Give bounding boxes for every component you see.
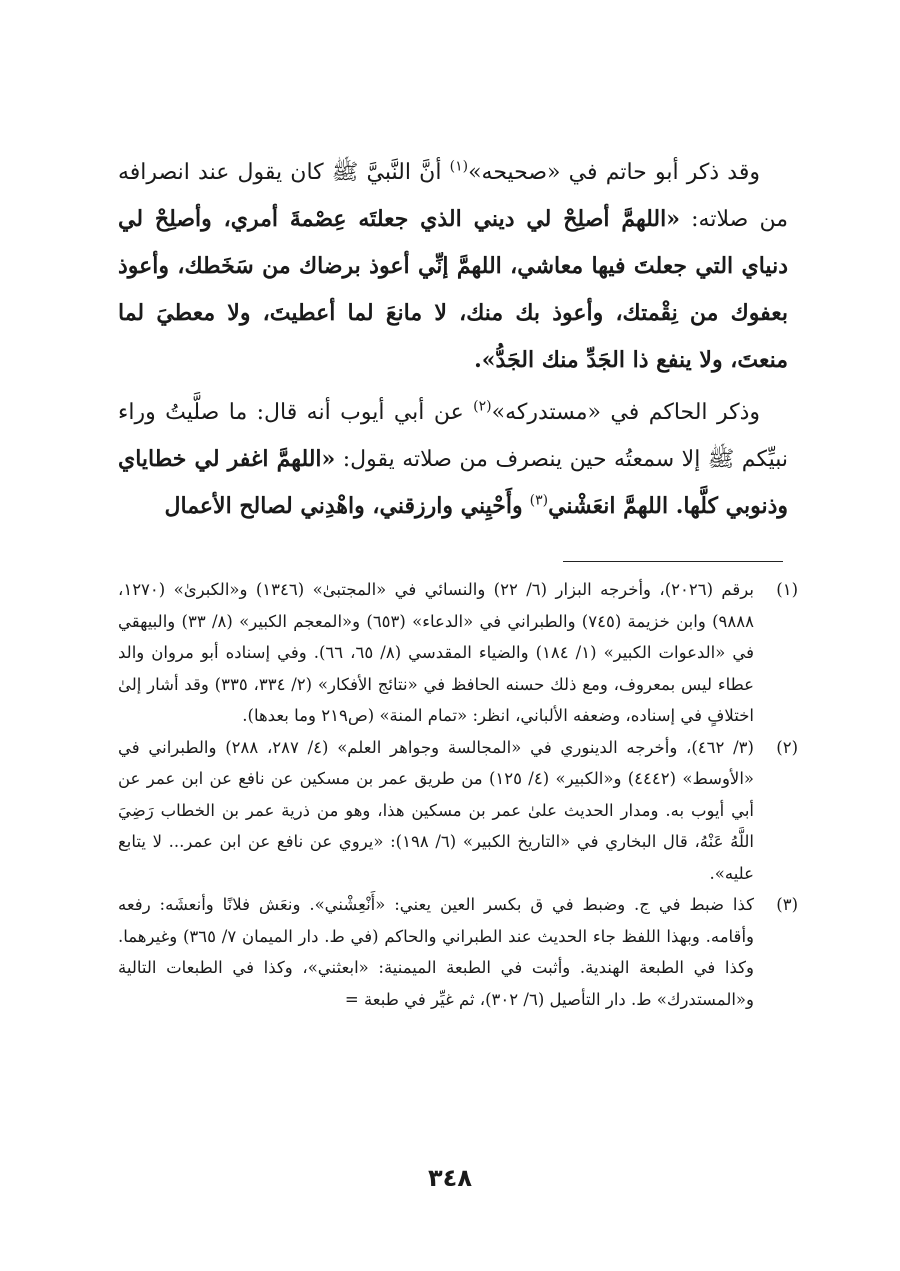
footnote-ref-2: (٢) bbox=[473, 398, 492, 415]
footnote-3 bbox=[118, 889, 798, 1015]
footnote-2 bbox=[118, 732, 798, 890]
footnotes bbox=[118, 574, 798, 1015]
paragraph-2-mid: عن أبي أيوب أنه قال: ما صلَّيتُ وراء نبيِّكم ﷺ إلا سمعتُه حين ينصرف من صلاته يقول: bbox=[118, 400, 788, 472]
footnote-text: (٣/ ٤٦٢)، وأخرجه الدينوري في «المجالسة وجواهر العلم» (٤/ ٢٨٧، ٢٨٨) والطبراني في «الأوسط» (٤٤٤٢) و«الكبير» (٤/ ١٢٥) من طريق عمر بن مسكين عن نافع عن ابن عمر عن أبي أيوب به. ومدار الحديث علىٰ عمر بن مسكين هذا، وهو من ذرية عمر بن الخطاب رَضِيَ اللَّهُ عَنْهُ، قال البخاري في «التاريخ الكبير» (٦/ ١٩٨): «يروي عن نافع عن ابن عمر... لا يتابع عليه». bbox=[118, 737, 755, 883]
paragraph-1 bbox=[118, 150, 788, 384]
footnote-separator bbox=[563, 561, 783, 562]
footnote-ref-3: (٣) bbox=[529, 492, 549, 509]
footnote-ref-1: (١) bbox=[449, 158, 469, 175]
paragraph-2-intro: وذكر الحاكم في «مستدركه» bbox=[491, 400, 760, 425]
footnote-text: كذا ضبط في ج. وضبط في ق بكسر العين يعني: «أَنْعِشْني». ونعَش فلانًا وأنعشَه: رفعه وأقامه. وبهذا اللفظ جاء الحديث عند الطبراني والحاكم (في ط. دار الميمان ٧/ ٣٦٥) وغيرهما. وكذا في الطبعة الهندية. وأثبت في الطبعة الميمنية: «ابعثني»، وكذا في الطبعات التالية و«المستدرك» ط. دار التأصيل (٦/ ٣٠٢)، ثم غيِّر في طبعة = bbox=[118, 895, 754, 1009]
page-number: ٣٤٨ bbox=[428, 1164, 472, 1192]
paragraph-1-mid: أنَّ النَّبيَّ ﷺ كان يقول عند انصرافه من صلاته: bbox=[118, 160, 788, 232]
dua-text-2a: «اللهمَّ اغفر لي خطاياي وذنوبي كلَّها. اللهمَّ انعَشْني bbox=[118, 446, 788, 519]
footnote-number: (١) bbox=[776, 580, 798, 599]
paragraph-2 bbox=[118, 390, 788, 530]
footnote-number: (٢) bbox=[776, 737, 798, 757]
footnote-text: برقم (٢٠٢٦)، وأخرجه البزار (٦/ ٢٢) والنسائي في «المجتبىٰ» (١٣٤٦) و«الكبرىٰ» (١٢٧٠، ٩٨٨٨) وابن خزيمة (٧٤٥) والطبراني في «الدعاء» (٦٥٣) و«المعجم الكبير» (٨/ ٣٣) والبيهقي في «الدعوات الكبير» (١/ ١٨٤) والضياء المقدسي (٨/ ٦٥، ٦٦). وفي إسناده أبو مروان والد عطاء ليس بمعروف، ومع ذلك حسنه الحافظ في «نتائج الأفكار» (٢/ ٣٣٤، ٣٣٥) وقد أشار إلىٰ اختلافٍ في إسناده، وضعفه الألباني، انظر: «تمام المنة» (ص٢١٩ وما بعدها). bbox=[118, 580, 755, 725]
footnote-number: (٣) bbox=[776, 895, 798, 914]
dua-text-2b: وأَحْيِني وارزقني، واهْدِني لصالح الأعمال bbox=[164, 493, 523, 519]
dua-text-1: «اللهمَّ أصلِحْ لي ديني الذي جعلتَه عِصْمةَ أمري، وأصلِحْ لي دنياي التي جعلتَ فيها معاشي، اللهمَّ إنِّي أعوذ برضاك من سَخَطك، وأعوذ بعفوك من نِقْمتك، وأعوذ بك منك، لا مانعَ لما أعطيتَ، ولا معطيَ لما منعتَ، ولا ينفع ذا الجَدِّ منك الجَدُّ». bbox=[118, 206, 788, 373]
paragraph-1-intro: وقد ذكر أبو حاتم في «صحيحه» bbox=[468, 160, 760, 185]
main-text bbox=[118, 150, 788, 536]
footnote-1 bbox=[118, 574, 798, 732]
